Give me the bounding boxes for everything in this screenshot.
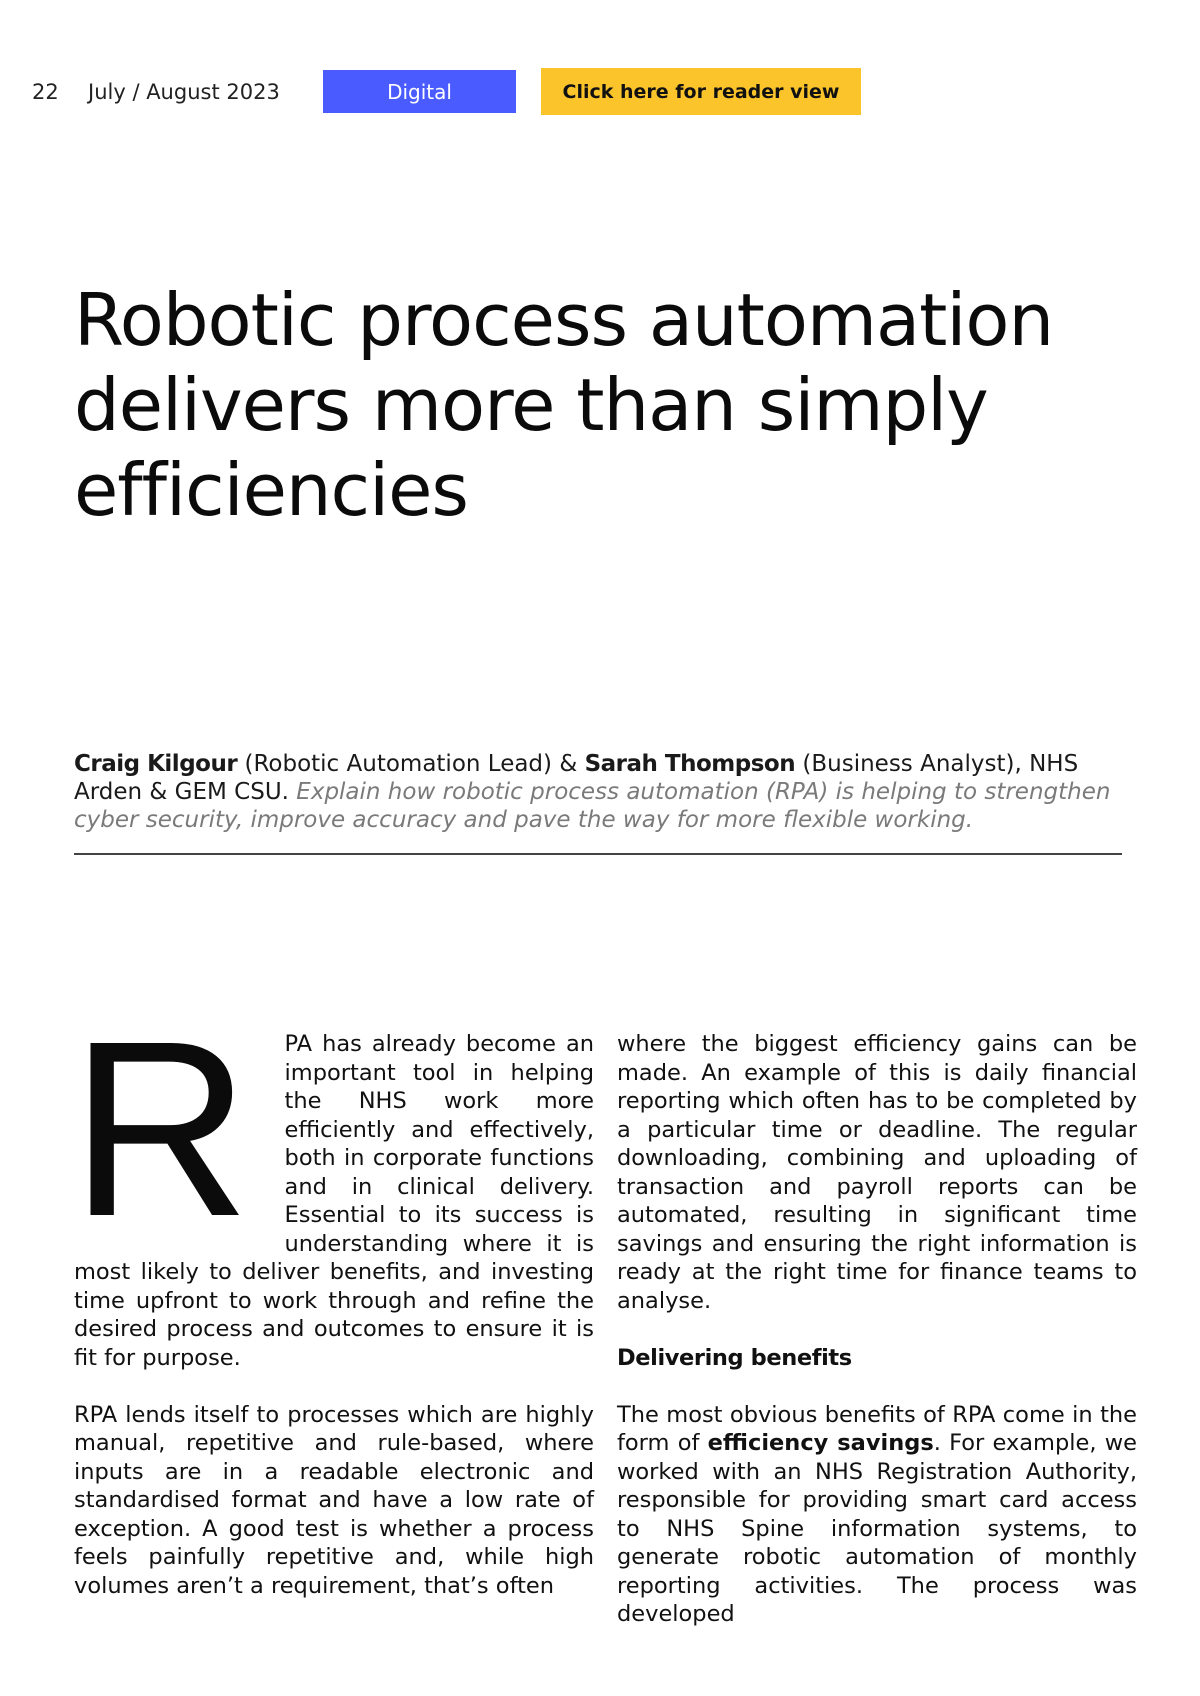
body-column-right [617, 1030, 1137, 1657]
paragraph-text: PA has already become an important tool in helping the NHS work more efficiently and effectively, both in corporate functions and in clinical delivery. Essential to its success is understanding where it is most likely to deliver benefits, and investing time upfront to work through and refine the desired process and outcomes to ensure it is fit for purpose. [74, 1031, 594, 1371]
digital-section-button[interactable]: Digital [323, 70, 516, 113]
body-column-left [70, 989, 594, 1629]
author-name-2: Sarah Thompson [584, 751, 796, 777]
drop-cap: R [70, 989, 251, 1268]
reader-view-button[interactable]: Click here for reader view [541, 68, 861, 115]
author-name-1: Craig Kilgour [74, 751, 238, 777]
paragraph-text: The most obvious benefits of RPA come in the form of [617, 1401, 1137, 1456]
issue-date: July / August 2023 [88, 80, 280, 104]
standfirst: Explain how robotic process automation (RPA) is helping to strengthen cyber security, improve accuracy and pave the way for more flexible working. [74, 779, 1111, 833]
paragraph [617, 1401, 1137, 1629]
author-role-1: (Robotic Automation Lead) & [244, 751, 585, 777]
paragraph: where the biggest efficiency gains can be made. An example of this is daily financial reporting which often has to be completed by a particular time or deadline. The regular downloading, combining and uploading of transaction and payroll reports can be automated, resulting in significant time savings and ensuring the right information is ready at the right time for finance teams to analyse. [617, 1031, 1137, 1314]
paragraph: RPA lends itself to processes which are highly manual, repetitive and rule-based, where inputs are in a readable electronic and standardised format and have a low rate of exception. A good test is whether a process feels painfully repetitive and, while high volumes aren’t a requirement, that’s often [74, 1401, 594, 1599]
subheading: Delivering benefits [617, 1344, 852, 1371]
page-header [0, 68, 1200, 116]
paragraph [70, 989, 594, 1372]
author-role-2: (Business Analyst), NHS Arden & GEM CSU. [74, 751, 1079, 805]
page-number: 22 [32, 80, 59, 104]
divider [74, 853, 1122, 855]
article-title: Robotic process automation delivers more than simply efficiencies [74, 278, 1054, 532]
byline [74, 750, 1134, 834]
emphasis-text: efficiency savings [707, 1430, 934, 1456]
paragraph-text: . For example, we worked with an NHS Registration Authority, responsible for providing smart card access to NHS Spine information systems, to generate robotic automation of monthly reporting activities. The process was developed [617, 1430, 1137, 1627]
